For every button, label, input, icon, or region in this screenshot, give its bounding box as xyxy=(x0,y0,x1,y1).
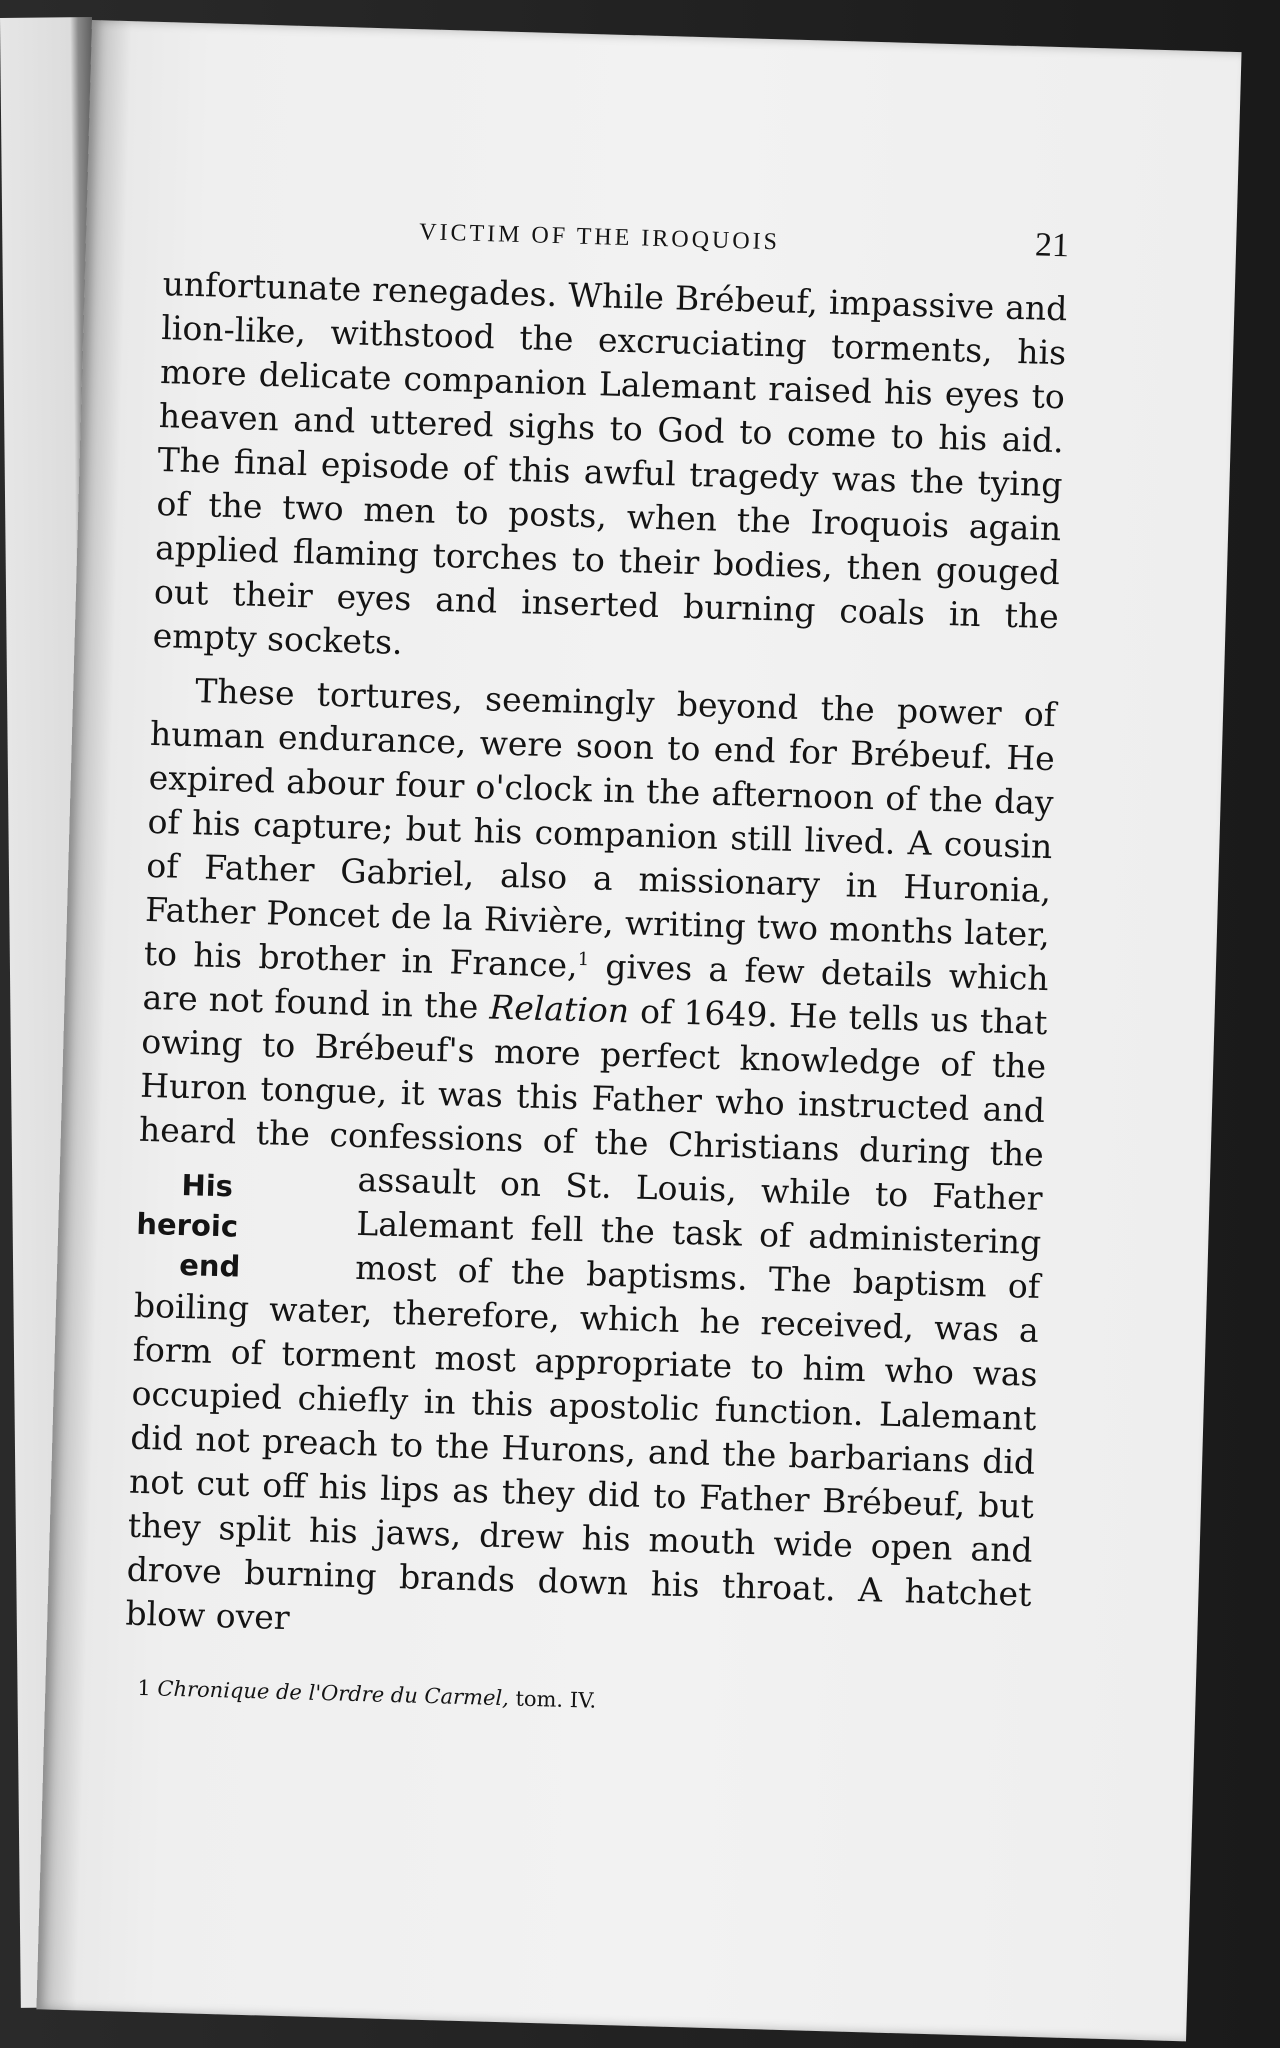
running-title: VICTIM OF THE IROQUOIS xyxy=(418,219,781,256)
margin-sidenote xyxy=(135,1164,338,1290)
footnote-reference: 1 xyxy=(577,948,590,971)
footnote-number: 1 xyxy=(137,1675,152,1701)
footnote xyxy=(123,1676,1028,1725)
page-content xyxy=(123,202,1069,1725)
paragraph-1: unfortunate renegades. While Brébeuf, impassive and lion-like, withstood the excruciating torments, his more delicate companion Lalemant raised his eyes to heaven and uttered sighs to God to come to his aid. The final episode of this awful tragedy was the tying of the two men to posts, when the Iroquois again applied flaming torches to their bodies, then gouged out their eyes and inserted burning coals in the empty sockets. xyxy=(152,264,1068,662)
paragraph-2-text-a: These tortures, seemingly beyond the power of human endurance, were soon to end for Brébeuf. He expired abour four o'clock in the afternoon of the day of his capture; but his companion still lived. A cousin of Father Gabriel, also a missionary in Huronia, Father Poncet de la Rivière, writing two months later, to his brother in France, xyxy=(143,671,1057,985)
sidenote-line-1: His heroic xyxy=(135,1167,239,1244)
paragraph-2-text-c xyxy=(125,991,1048,1637)
relation-title: Relation xyxy=(488,987,630,1031)
paragraph-2-text-c-before: of 1649. He tells us that owing to Brébeuf's more perfect knowledge of the Huron tongue, it was this Father who instructed and heard the confessions of the Christians during the assault xyxy=(138,991,1048,1203)
footnote-rest: tom. IV. xyxy=(515,1686,597,1713)
page-number: 21 xyxy=(1034,226,1070,265)
paragraph-2-text-b: gives a few details which are not found in the xyxy=(142,946,1050,1027)
sidenote-line-2: end xyxy=(178,1247,241,1284)
book-page xyxy=(36,20,1241,2041)
footnote-title: Chronique de l'Ordre du Carmel, xyxy=(157,1676,510,1711)
paragraph-2 xyxy=(125,668,1057,1661)
paragraph-2-text-c-after: on St. Louis, while to Father Lalemant fell the task of administering most of the baptisms. The baptism of boiling water, therefore, which he received, was a form of torment most appropriate to him who was occupied chiefly in this apostolic function. Lalemant did not preach to the Hurons, and the barbarians did not cut off his lips as they did to Father Brébeuf, but they split his jaws, drew his mouth wide open and drove burning brands down his throat. A hatchet blow over xyxy=(124,1163,1044,1638)
